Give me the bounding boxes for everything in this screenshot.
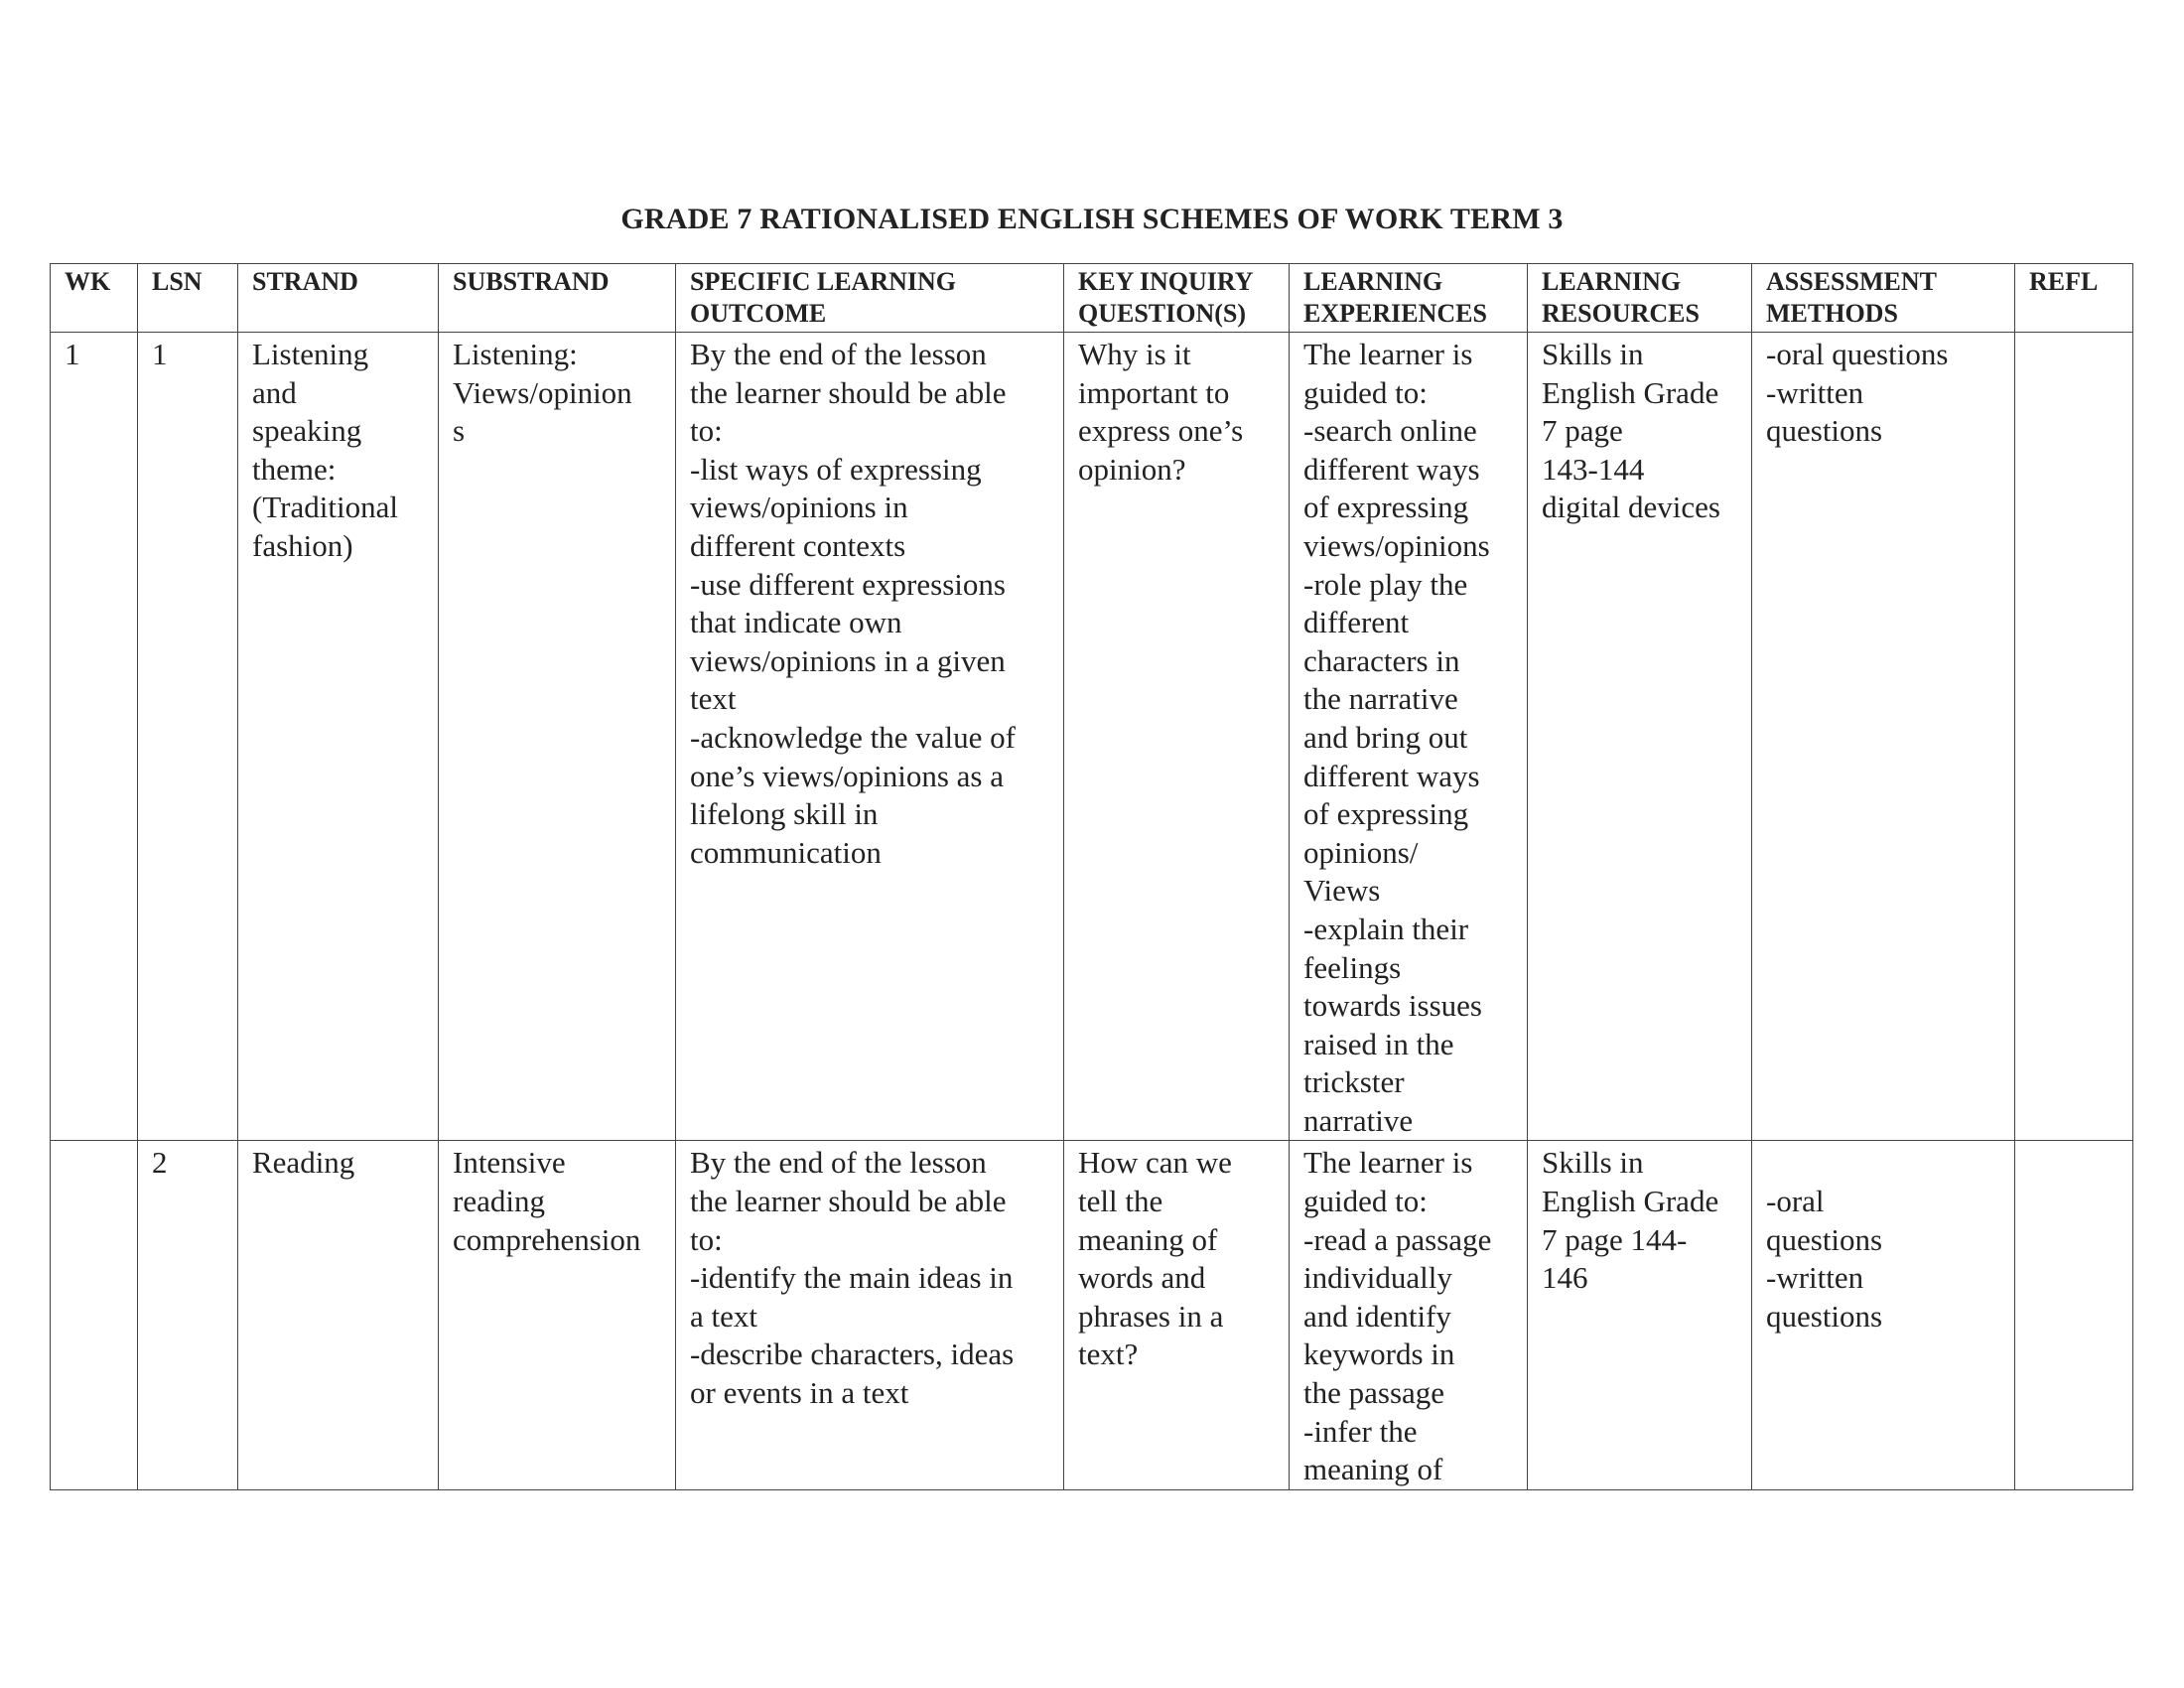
cell-text-line: views/opinions in (690, 490, 908, 525)
cell-text-line: meaning of (1303, 1452, 1443, 1487)
cell-text-line: Reading (252, 1145, 355, 1181)
cell-reflection (2015, 333, 2133, 1141)
header-substrand: SUBSTRAND (439, 264, 676, 333)
cell-text-line: English Grade (1542, 1184, 1719, 1219)
cell-text-line: theme: (252, 451, 337, 487)
header-key-inquiry-questions: KEY INQUIRY QUESTION(S) (1064, 264, 1290, 333)
cell-text-line: s (453, 413, 466, 449)
cell-text-line: important to (1078, 374, 1230, 410)
cell-learning-experiences (1290, 333, 1528, 1141)
cell-text-line: 1 (152, 337, 168, 371)
cell-text-line: 146 (1542, 1260, 1588, 1296)
cell-text-line: different ways (1303, 451, 1480, 487)
header-wk: WK (51, 264, 138, 333)
cell-reflection (2015, 1141, 2133, 1489)
cell-text-line: the narrative (1303, 681, 1458, 717)
cell-text-line: digital devices (1542, 490, 1720, 525)
cell-text-line: -describe characters, ideas (690, 1336, 1015, 1372)
cell-substrand (439, 1141, 676, 1489)
cell-text-line: lifelong skill in (690, 796, 879, 832)
header-learning-experiences: LEARNING EXPERIENCES (1290, 264, 1528, 333)
cell-text-line: that indicate own (690, 605, 902, 640)
cell-text-line: meaning of (1078, 1221, 1218, 1257)
cell-learning-outcome (676, 1141, 1064, 1489)
cell-text-line: Views/opinion (453, 374, 632, 410)
cell-strand (238, 333, 439, 1141)
cell-text-line: Listening: (453, 337, 578, 371)
table-row (51, 1141, 2133, 1489)
cell-learning-outcome (676, 333, 1064, 1141)
page-title: GRADE 7 RATIONALISED ENGLISH SCHEMES OF WORK TERM 3 (620, 203, 1564, 235)
cell-text-line: -written (1766, 374, 1864, 410)
table-header-row (51, 264, 2133, 333)
cell-text-line: 7 page 144- (1542, 1221, 1688, 1257)
cell-text-line: guided to: (1303, 374, 1428, 410)
cell-text-line: Listening (252, 337, 369, 371)
cell-text-line: questions (1766, 1221, 1883, 1257)
cell-text-line: (Traditional (252, 490, 398, 525)
cell-text-line: Views (1303, 873, 1381, 909)
cell-text-line: -read a passage (1303, 1221, 1492, 1257)
cell-text-line: text (690, 681, 737, 717)
cell-text-line: to: (690, 413, 723, 449)
cell-text-line: -identify the main ideas in (690, 1260, 1014, 1296)
cell-text-line: different (1303, 605, 1410, 640)
cell-text-line: raised in the (1303, 1026, 1454, 1061)
cell-text-line: towards issues (1303, 988, 1482, 1024)
cell-text-line: -oral questions (1766, 337, 1949, 371)
table-row (51, 333, 2133, 1141)
cell-text-line: of expressing (1303, 796, 1469, 832)
cell-text-line: fashion) (252, 527, 353, 563)
header-strand: STRAND (238, 264, 439, 333)
cell-text-line: 7 page (1542, 413, 1623, 449)
cell-lsn (138, 1141, 238, 1489)
cell-wk (51, 333, 138, 1141)
cell-text-line: to: (690, 1221, 723, 1257)
cell-text-line: of expressing (1303, 490, 1469, 525)
cell-text-line: -use different expressions (690, 566, 1006, 602)
cell-text-line: -acknowledge the value of (690, 719, 1016, 755)
cell-text-line: text? (1078, 1336, 1139, 1372)
cell-text-line: -infer the (1303, 1413, 1418, 1449)
cell-text-line: a text (690, 1298, 757, 1334)
cell-text-line: questions (1766, 1298, 1883, 1334)
cell-text-line: 143-144 (1542, 451, 1645, 487)
cell-assessment-methods (1752, 333, 2015, 1141)
header-lsn: LSN (138, 264, 238, 333)
cell-text-line: the learner should be able (690, 1184, 1007, 1219)
cell-text-line: keywords in (1303, 1336, 1455, 1372)
cell-text-line: tell the (1078, 1184, 1163, 1219)
cell-text-line: 2 (152, 1145, 168, 1181)
cell-text-line: feelings (1303, 949, 1402, 985)
cell-learning-resources (1528, 1141, 1752, 1489)
cell-learning-resources (1528, 333, 1752, 1141)
cell-text-line: The learner is (1303, 1145, 1473, 1181)
cell-learning-experiences (1290, 1141, 1528, 1489)
cell-text-line: -role play the (1303, 566, 1468, 602)
cell-text-line: -written (1766, 1260, 1864, 1296)
cell-text-line: comprehension (453, 1221, 641, 1257)
scheme-table (50, 263, 2133, 1490)
cell-text-line: different contexts (690, 527, 906, 563)
cell-text-line: opinion? (1078, 451, 1186, 487)
cell-text-line: views/opinions (1303, 527, 1490, 563)
cell-text-line: trickster (1303, 1064, 1405, 1100)
cell-text-line: Skills in (1542, 337, 1644, 371)
cell-text-line: questions (1766, 413, 1883, 449)
cell-text-line: and bring out (1303, 719, 1468, 755)
cell-text-line: speaking (252, 413, 362, 449)
cell-text-line: characters in (1303, 642, 1460, 678)
cell-text-line: and (252, 374, 297, 410)
cell-substrand (439, 333, 676, 1141)
cell-text-line: phrases in a (1078, 1298, 1224, 1334)
header-specific-learning-outcome: SPECIFIC LEARNING OUTCOME (676, 264, 1064, 333)
cell-text-line: the learner should be able (690, 374, 1007, 410)
cell-text-line: Why is it (1078, 337, 1191, 371)
cell-assessment-methods (1752, 1141, 2015, 1489)
cell-text-line: words and (1078, 1260, 1206, 1296)
cell-wk (51, 1141, 138, 1489)
cell-lsn (138, 333, 238, 1141)
cell-text-line: 1 (65, 337, 80, 371)
cell-text-line: -oral (1766, 1184, 1825, 1219)
cell-text-line: Intensive (453, 1145, 566, 1181)
cell-text-line: Skills in (1542, 1145, 1644, 1181)
header-learning-resources: LEARNING RESOURCES (1528, 264, 1752, 333)
cell-text-line: The learner is (1303, 337, 1473, 371)
cell-text-line: communication (690, 834, 882, 870)
cell-text-line: By the end of the lesson (690, 1145, 987, 1181)
header-refl: REFL (2015, 264, 2133, 333)
cell-text-line: By the end of the lesson (690, 337, 987, 371)
cell-text-line: opinions/ (1303, 834, 1419, 870)
cell-text-line: individually (1303, 1260, 1452, 1296)
cell-text-line: How can we (1078, 1145, 1232, 1181)
cell-text-line: or events in a text (690, 1375, 909, 1411)
cell-text-line: views/opinions in a given (690, 642, 1006, 678)
cell-strand (238, 1141, 439, 1489)
cell-text-line: guided to: (1303, 1184, 1428, 1219)
cell-text-line: -search online (1303, 413, 1477, 449)
cell-key-inquiry-question (1064, 1141, 1290, 1489)
cell-text-line: reading (453, 1184, 545, 1219)
cell-text-line (1766, 1144, 2000, 1183)
cell-text-line: narrative (1303, 1102, 1414, 1138)
cell-text-line: different ways (1303, 758, 1480, 793)
cell-text-line: and identify (1303, 1298, 1451, 1334)
cell-text-line: one’s views/opinions as a (690, 758, 1004, 793)
cell-text-line: -explain their (1303, 911, 1469, 946)
cell-key-inquiry-question (1064, 333, 1290, 1141)
cell-text-line: express one’s (1078, 413, 1244, 449)
header-assessment-methods: ASSESSMENT METHODS (1752, 264, 2015, 333)
cell-text-line: -list ways of expressing (690, 451, 982, 487)
cell-text-line: the passage (1303, 1375, 1445, 1411)
cell-text-line: English Grade (1542, 374, 1719, 410)
